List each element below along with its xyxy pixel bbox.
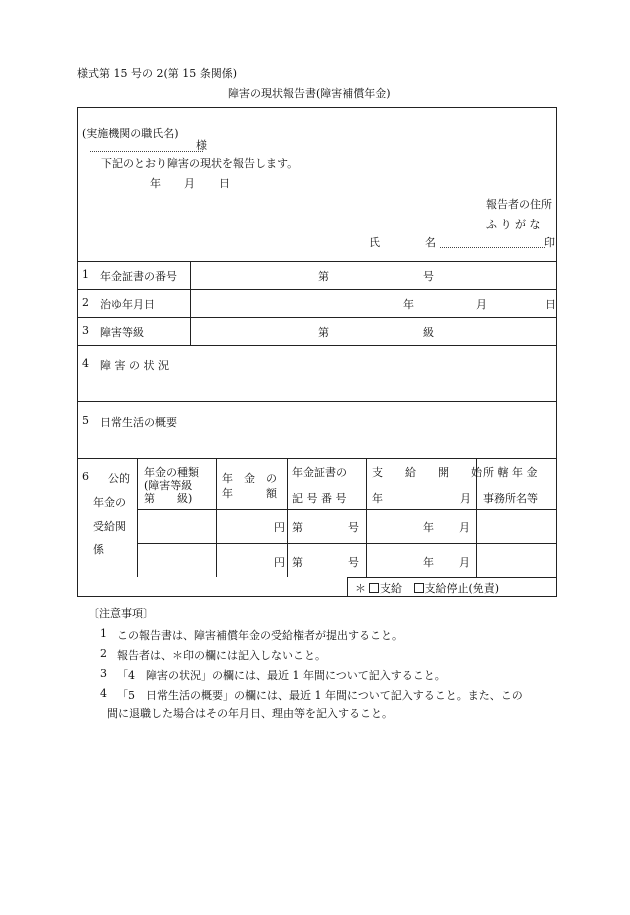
cert-go-label: 号 bbox=[348, 556, 359, 569]
row6-label-line4: 係 bbox=[93, 543, 104, 556]
start-month-label: 月 bbox=[459, 521, 470, 534]
report-statement: 下記のとおり障害の現状を報告します。 bbox=[101, 157, 299, 170]
note-2-number: 2 bbox=[100, 647, 107, 660]
pension-office-field-2[interactable] bbox=[477, 544, 556, 576]
row4-label: 障 害 の 状 況 bbox=[100, 359, 169, 372]
row2-month: 月 bbox=[476, 298, 487, 311]
office-use-star: ＊ bbox=[355, 582, 366, 595]
disability-grade-field[interactable] bbox=[192, 318, 556, 344]
row-divider bbox=[77, 401, 557, 402]
disability-status-field[interactable] bbox=[78, 372, 556, 400]
start-year-label: 年 bbox=[423, 521, 434, 534]
notes-heading: 〔注意事項〕 bbox=[88, 607, 154, 620]
office-use-left bbox=[347, 577, 348, 597]
pension-col-divider bbox=[287, 458, 288, 577]
row5-number: 5 bbox=[82, 414, 89, 427]
row6-label-line3: 受給関 bbox=[93, 520, 126, 533]
row2-number: 2 bbox=[82, 296, 89, 309]
row1-number: 1 bbox=[82, 268, 89, 281]
furigana-label: ふ り が な bbox=[486, 218, 541, 231]
row1-go: 号 bbox=[423, 270, 434, 283]
note-1-text: この報告書は、障害補償年金の受給権者が提出すること。 bbox=[117, 629, 403, 642]
office-use-top bbox=[347, 577, 557, 578]
col-cert-header-2: 記 号 番 号 bbox=[292, 492, 347, 505]
row1-dai: 第 bbox=[318, 270, 329, 283]
col-office-header-1: 所 轄 年 金 bbox=[483, 466, 538, 479]
row6-number: 6 bbox=[82, 470, 89, 483]
pension-type-field-1[interactable] bbox=[138, 510, 215, 542]
pension-col-divider bbox=[366, 458, 367, 577]
note-4-number: 4 bbox=[100, 687, 107, 700]
pension-type-field-2[interactable] bbox=[138, 544, 215, 576]
cure-date-field[interactable] bbox=[192, 290, 556, 316]
form-number: 様式第 15 号の 2(第 15 条関係) bbox=[77, 67, 238, 80]
seal-mark: 印 bbox=[544, 236, 555, 249]
row3-label: 障害等級 bbox=[100, 326, 144, 339]
pension-certificate-number-field[interactable] bbox=[192, 262, 556, 288]
col-type-header-2: (障害等級 bbox=[144, 479, 193, 492]
label-column-divider bbox=[190, 261, 191, 345]
name-line[interactable] bbox=[440, 247, 545, 248]
start-month-label: 月 bbox=[459, 556, 470, 569]
note-3-number: 3 bbox=[100, 667, 107, 680]
pension-office-field-1[interactable] bbox=[477, 510, 556, 542]
note-2-text: 報告者は、＊印の欄には記入しないこと。 bbox=[117, 649, 326, 662]
row2-day: 日 bbox=[545, 298, 556, 311]
col-amount-header-1: 年 金 の bbox=[222, 472, 277, 485]
col-cert-header-1: 年金証書の bbox=[292, 466, 347, 479]
office-use-row bbox=[355, 580, 499, 596]
name-label-1: 氏 bbox=[369, 236, 380, 249]
row3-number: 3 bbox=[82, 324, 89, 337]
note-4-text: 「5 日常生活の概要」の欄には、最近 1 年間について記入すること。また、この bbox=[117, 689, 523, 702]
col-start-header-2: 年 月 bbox=[372, 492, 471, 505]
row6-label-line2: 年金の bbox=[93, 496, 126, 509]
note-1-number: 1 bbox=[100, 627, 107, 640]
row4-number: 4 bbox=[82, 357, 89, 370]
row2-year: 年 bbox=[403, 298, 414, 311]
cert-go-label: 号 bbox=[348, 521, 359, 534]
date-day-label: 日 bbox=[219, 177, 230, 190]
daily-life-field[interactable] bbox=[78, 430, 556, 457]
row3-kyu: 級 bbox=[423, 326, 434, 339]
yen-label: 円 bbox=[274, 521, 285, 534]
col-type-header-3: 第 級) bbox=[144, 492, 193, 505]
row5-label: 日常生活の概要 bbox=[100, 416, 177, 429]
document-title: 障害の現状報告書(障害補償年金) bbox=[228, 87, 391, 100]
cert-dai-label: 第 bbox=[292, 521, 303, 534]
payment-checkbox[interactable] bbox=[369, 583, 379, 593]
note-4-continuation: 間に退職した場合はその年月日、理由等を記入すること。 bbox=[107, 707, 393, 720]
col-type-header-1: 年金の種類 bbox=[144, 466, 199, 479]
suspension-option-label: 支給停止(免責) bbox=[424, 582, 500, 595]
col-amount-header-2: 年 額 bbox=[222, 487, 277, 500]
note-3-text: 「4 障害の状況」の欄には、最近 1 年間について記入すること。 bbox=[117, 669, 446, 682]
name-label-2: 名 bbox=[425, 236, 436, 249]
row-divider bbox=[77, 345, 557, 346]
cert-dai-label: 第 bbox=[292, 556, 303, 569]
start-year-label: 年 bbox=[423, 556, 434, 569]
date-year-label: 年 bbox=[150, 177, 161, 190]
sama-label: 様 bbox=[196, 139, 207, 152]
row6-label-line1: 公的 bbox=[108, 472, 130, 485]
addressee-label: (実施機関の職氏名) bbox=[82, 127, 179, 140]
reporter-address-label: 報告者の住所 bbox=[486, 198, 552, 211]
row1-label: 年金証書の番号 bbox=[100, 270, 177, 283]
date-month-label: 月 bbox=[184, 177, 195, 190]
col-office-header-2: 事務所名等 bbox=[483, 492, 538, 505]
yen-label: 円 bbox=[274, 556, 285, 569]
col-start-header-1: 支 給 開 始 bbox=[372, 466, 482, 479]
payment-option-label: 支給 bbox=[380, 582, 402, 595]
row3-dai: 第 bbox=[318, 326, 329, 339]
row-divider bbox=[77, 458, 557, 459]
row2-label: 治ゆ年月日 bbox=[100, 298, 155, 311]
suspension-checkbox[interactable] bbox=[414, 583, 424, 593]
addressee-line[interactable] bbox=[90, 151, 203, 152]
